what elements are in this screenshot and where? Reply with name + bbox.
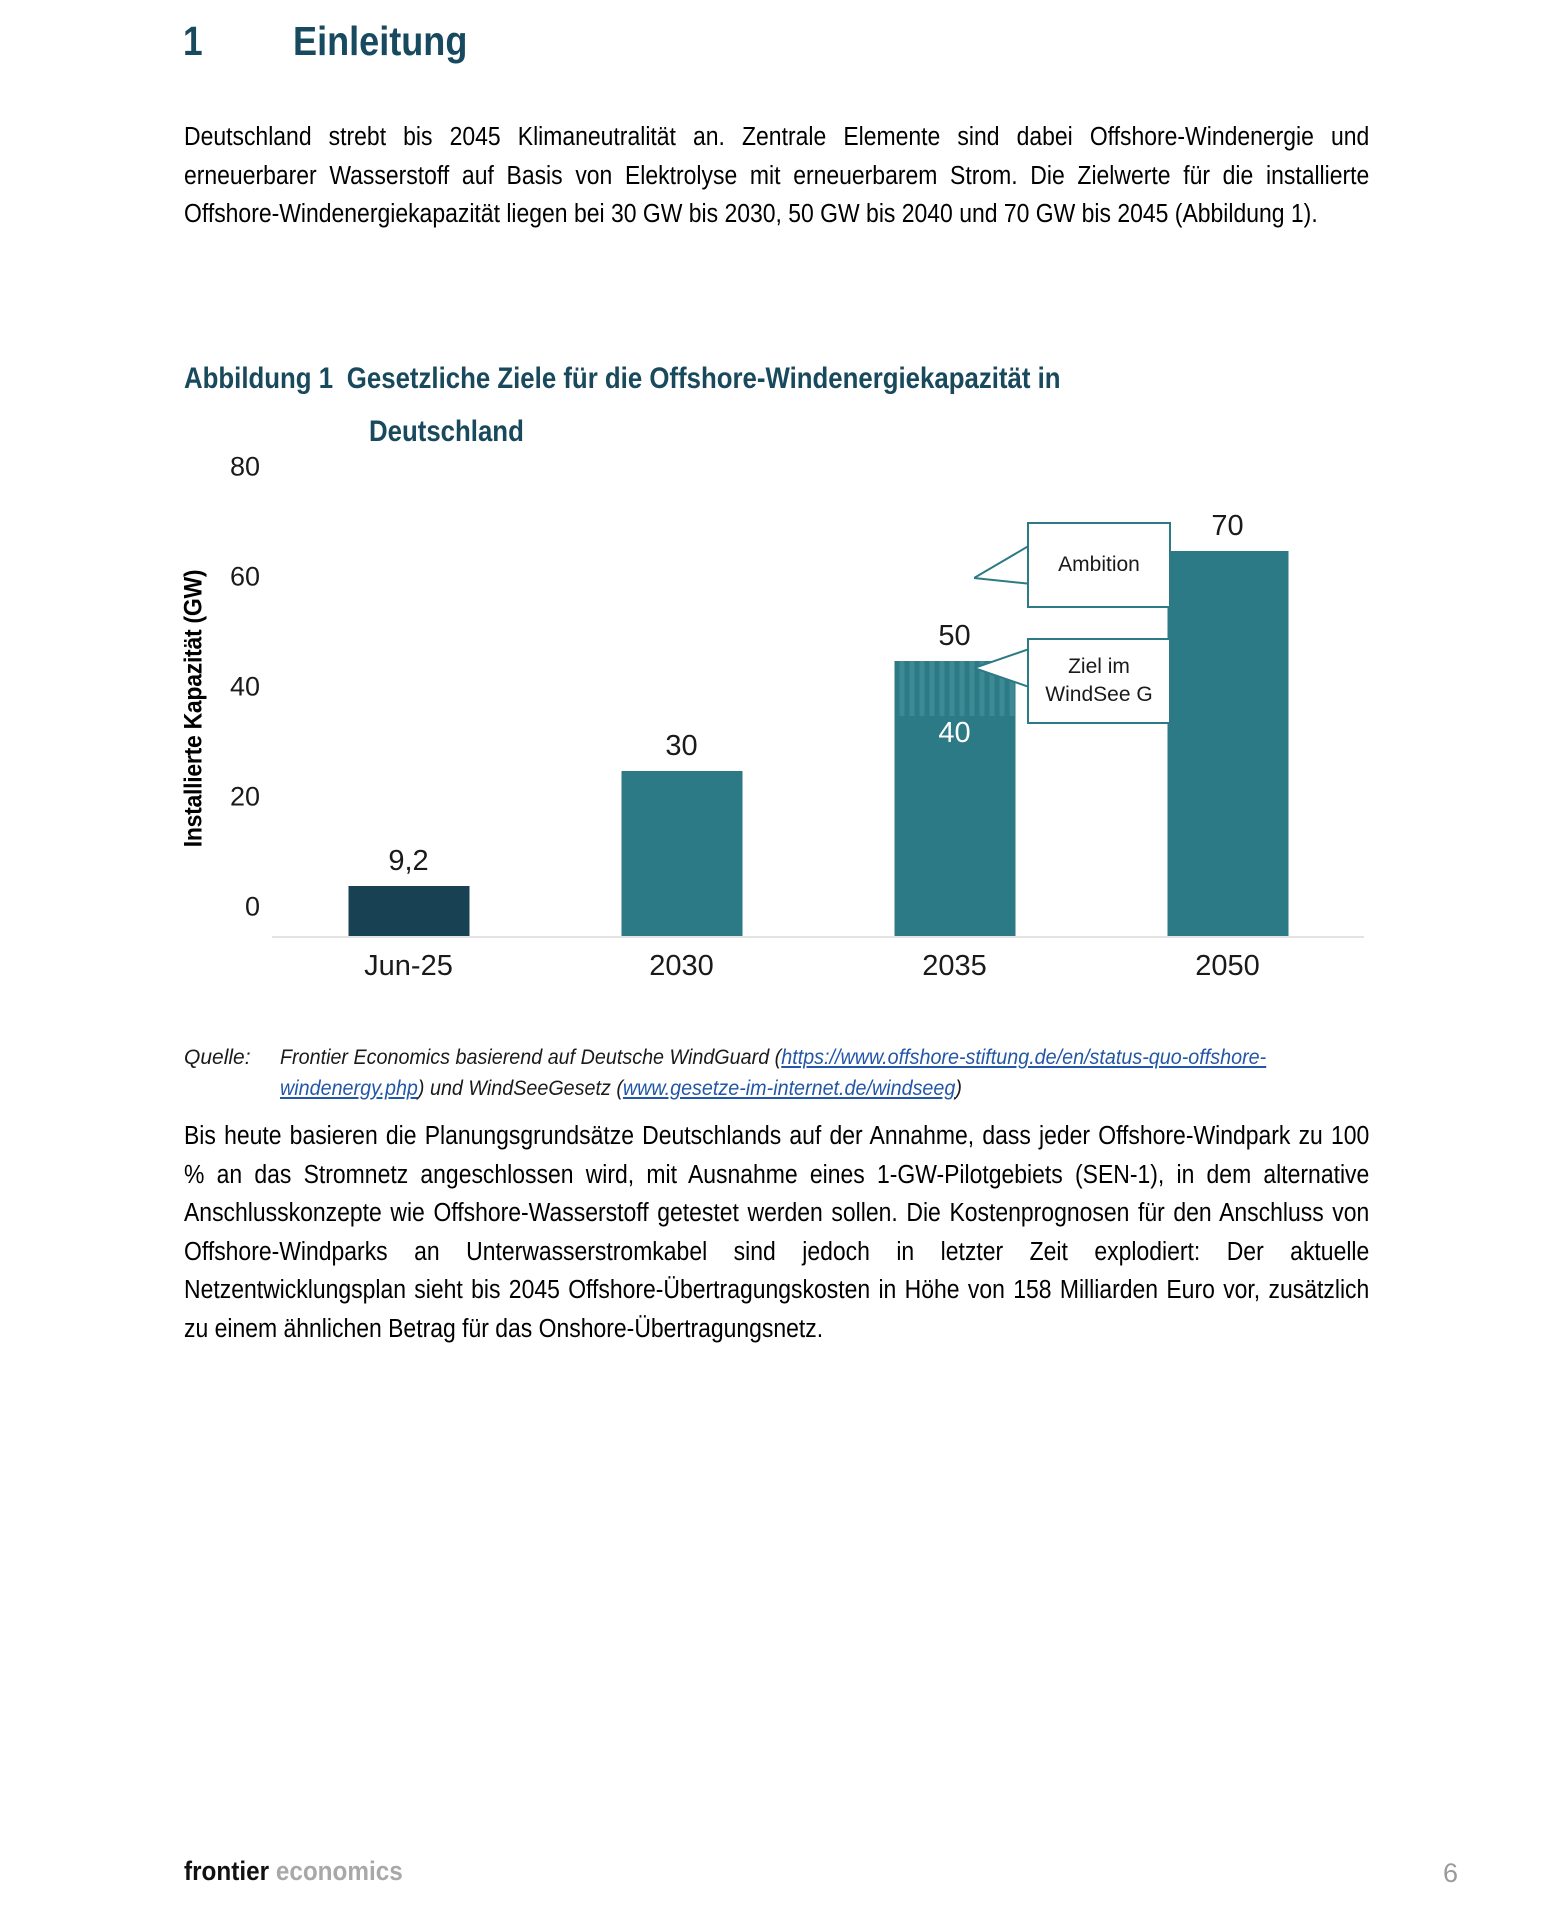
- footer-logo: [184, 1856, 403, 1887]
- y-tick-80: 80: [229, 451, 260, 482]
- y-tick-40: 40: [229, 671, 260, 702]
- source-text-2: ) und WindSeeGesetz (: [417, 1077, 623, 1100]
- source-link-2[interactable]: www.gesetze-im-internet.de/windseeg: [622, 1077, 956, 1100]
- windseeg-callout-line2: WindSee G: [1045, 683, 1153, 706]
- heading-number: 1: [183, 18, 203, 64]
- page-title: Einleitung: [293, 18, 468, 64]
- x-axis-line: [272, 936, 1364, 938]
- bar-2035[interactable]: [894, 661, 1015, 936]
- footer-logo-bold: frontier: [184, 1856, 270, 1886]
- source-text-3: ): [955, 1077, 962, 1100]
- figure-source: [184, 1042, 1414, 1104]
- windseeg-callout-tail: [974, 646, 1034, 690]
- y-tick-60: 60: [229, 561, 260, 592]
- bar-slot-2030: [545, 498, 818, 982]
- bar-2050[interactable]: [1167, 551, 1288, 936]
- y-axis-title-text: Installierte Kapazität (GW): [179, 569, 208, 847]
- bar-value-2035-ambition: 50: [938, 620, 971, 652]
- source-link-1[interactable]: https://www.offshore-stiftung.de/en/status-quo-offshore-windenergy.php: [280, 1046, 1267, 1100]
- figure-title-line1: Gesetzliche Ziele für die Offshore-Windenergiekapazität in: [346, 362, 1061, 395]
- bar-2030[interactable]: [621, 771, 742, 936]
- bar-value-2030: 30: [665, 730, 698, 762]
- source-text-1: Frontier Economics basierend auf Deutsche WindGuard (: [280, 1046, 782, 1069]
- page-number: 6: [1443, 1858, 1459, 1888]
- x-tick-2030: 2030: [649, 950, 714, 982]
- x-tick-2050: 2050: [1195, 950, 1260, 982]
- bar-value-2050: 70: [1211, 510, 1244, 542]
- source-label: Quelle:: [184, 1046, 251, 1069]
- bar-group: [272, 498, 1364, 982]
- bar-jun25[interactable]: [348, 886, 469, 936]
- footer-logo-light: economics: [275, 1856, 403, 1886]
- ambition-callout-tail: [974, 542, 1034, 586]
- y-axis-title: [176, 498, 212, 918]
- bar-chart: [179, 451, 1364, 988]
- windseeg-callout-line1: Ziel im: [1068, 655, 1130, 678]
- page-heading: [183, 18, 491, 65]
- y-tick-0: 0: [244, 891, 260, 922]
- bar-slot-jun25: [272, 498, 545, 982]
- figure-label: Abbildung 1: [184, 362, 334, 395]
- plot-area: [229, 451, 1364, 982]
- figure-caption: [184, 352, 1334, 458]
- ambition-callout[interactable]: [1027, 522, 1171, 608]
- source-body: [280, 1042, 1408, 1104]
- y-tick-20: 20: [229, 781, 260, 812]
- figure-title-line2: Deutschland: [369, 415, 524, 448]
- bar-value-jun25: 9,2: [388, 845, 429, 877]
- x-tick-2035: 2035: [922, 950, 987, 982]
- windseeg-callout[interactable]: [1027, 638, 1171, 724]
- ambition-callout-text: Ambition: [1058, 553, 1140, 576]
- bar-value-2035: 40: [938, 717, 971, 749]
- x-tick-jun25: Jun-25: [364, 950, 453, 982]
- intro-paragraph: Deutschland strebt bis 2045 Klimaneutralität an. Zentrale Elemente sind dabei Offshore-Windenergie und erneuerbarer Wasserstoff auf Basis von Elektrolyse mit erneuerbarem Strom. Die Zielwerte für die installierte Offshore-Windenergiekapazität liegen bei 30 GW bis 2030, 50 GW bis 2040 und 70 GW bis 2045 (Abbildung 1).: [184, 123, 1370, 228]
- body-paragraph: Bis heute basieren die Planungsgrundsätze Deutschlands auf der Annahme, dass jeder Offshore-Windpark zu 100 % an das Stromnetz angeschlossen wird, mit Ausnahme eines 1-GW-Pilotgebiets (SEN-1), in dem alternative Anschlusskonzepte wie Offshore-Wasserstoff getestet werden sollen. Die Kostenprognosen für den Anschluss von Offshore-Windparks an Unterwasserstromkabel sind jedoch in letzter Zeit explodiert: Der aktuelle Netzentwicklungsplan sieht bis 2045 Offshore-Übertragungskosten in Höhe von 158 Milliarden Euro vor, zusätzlich zu einem ähnlichen Betrag für das Onshore-Übertragungsnetz.: [184, 1122, 1370, 1343]
